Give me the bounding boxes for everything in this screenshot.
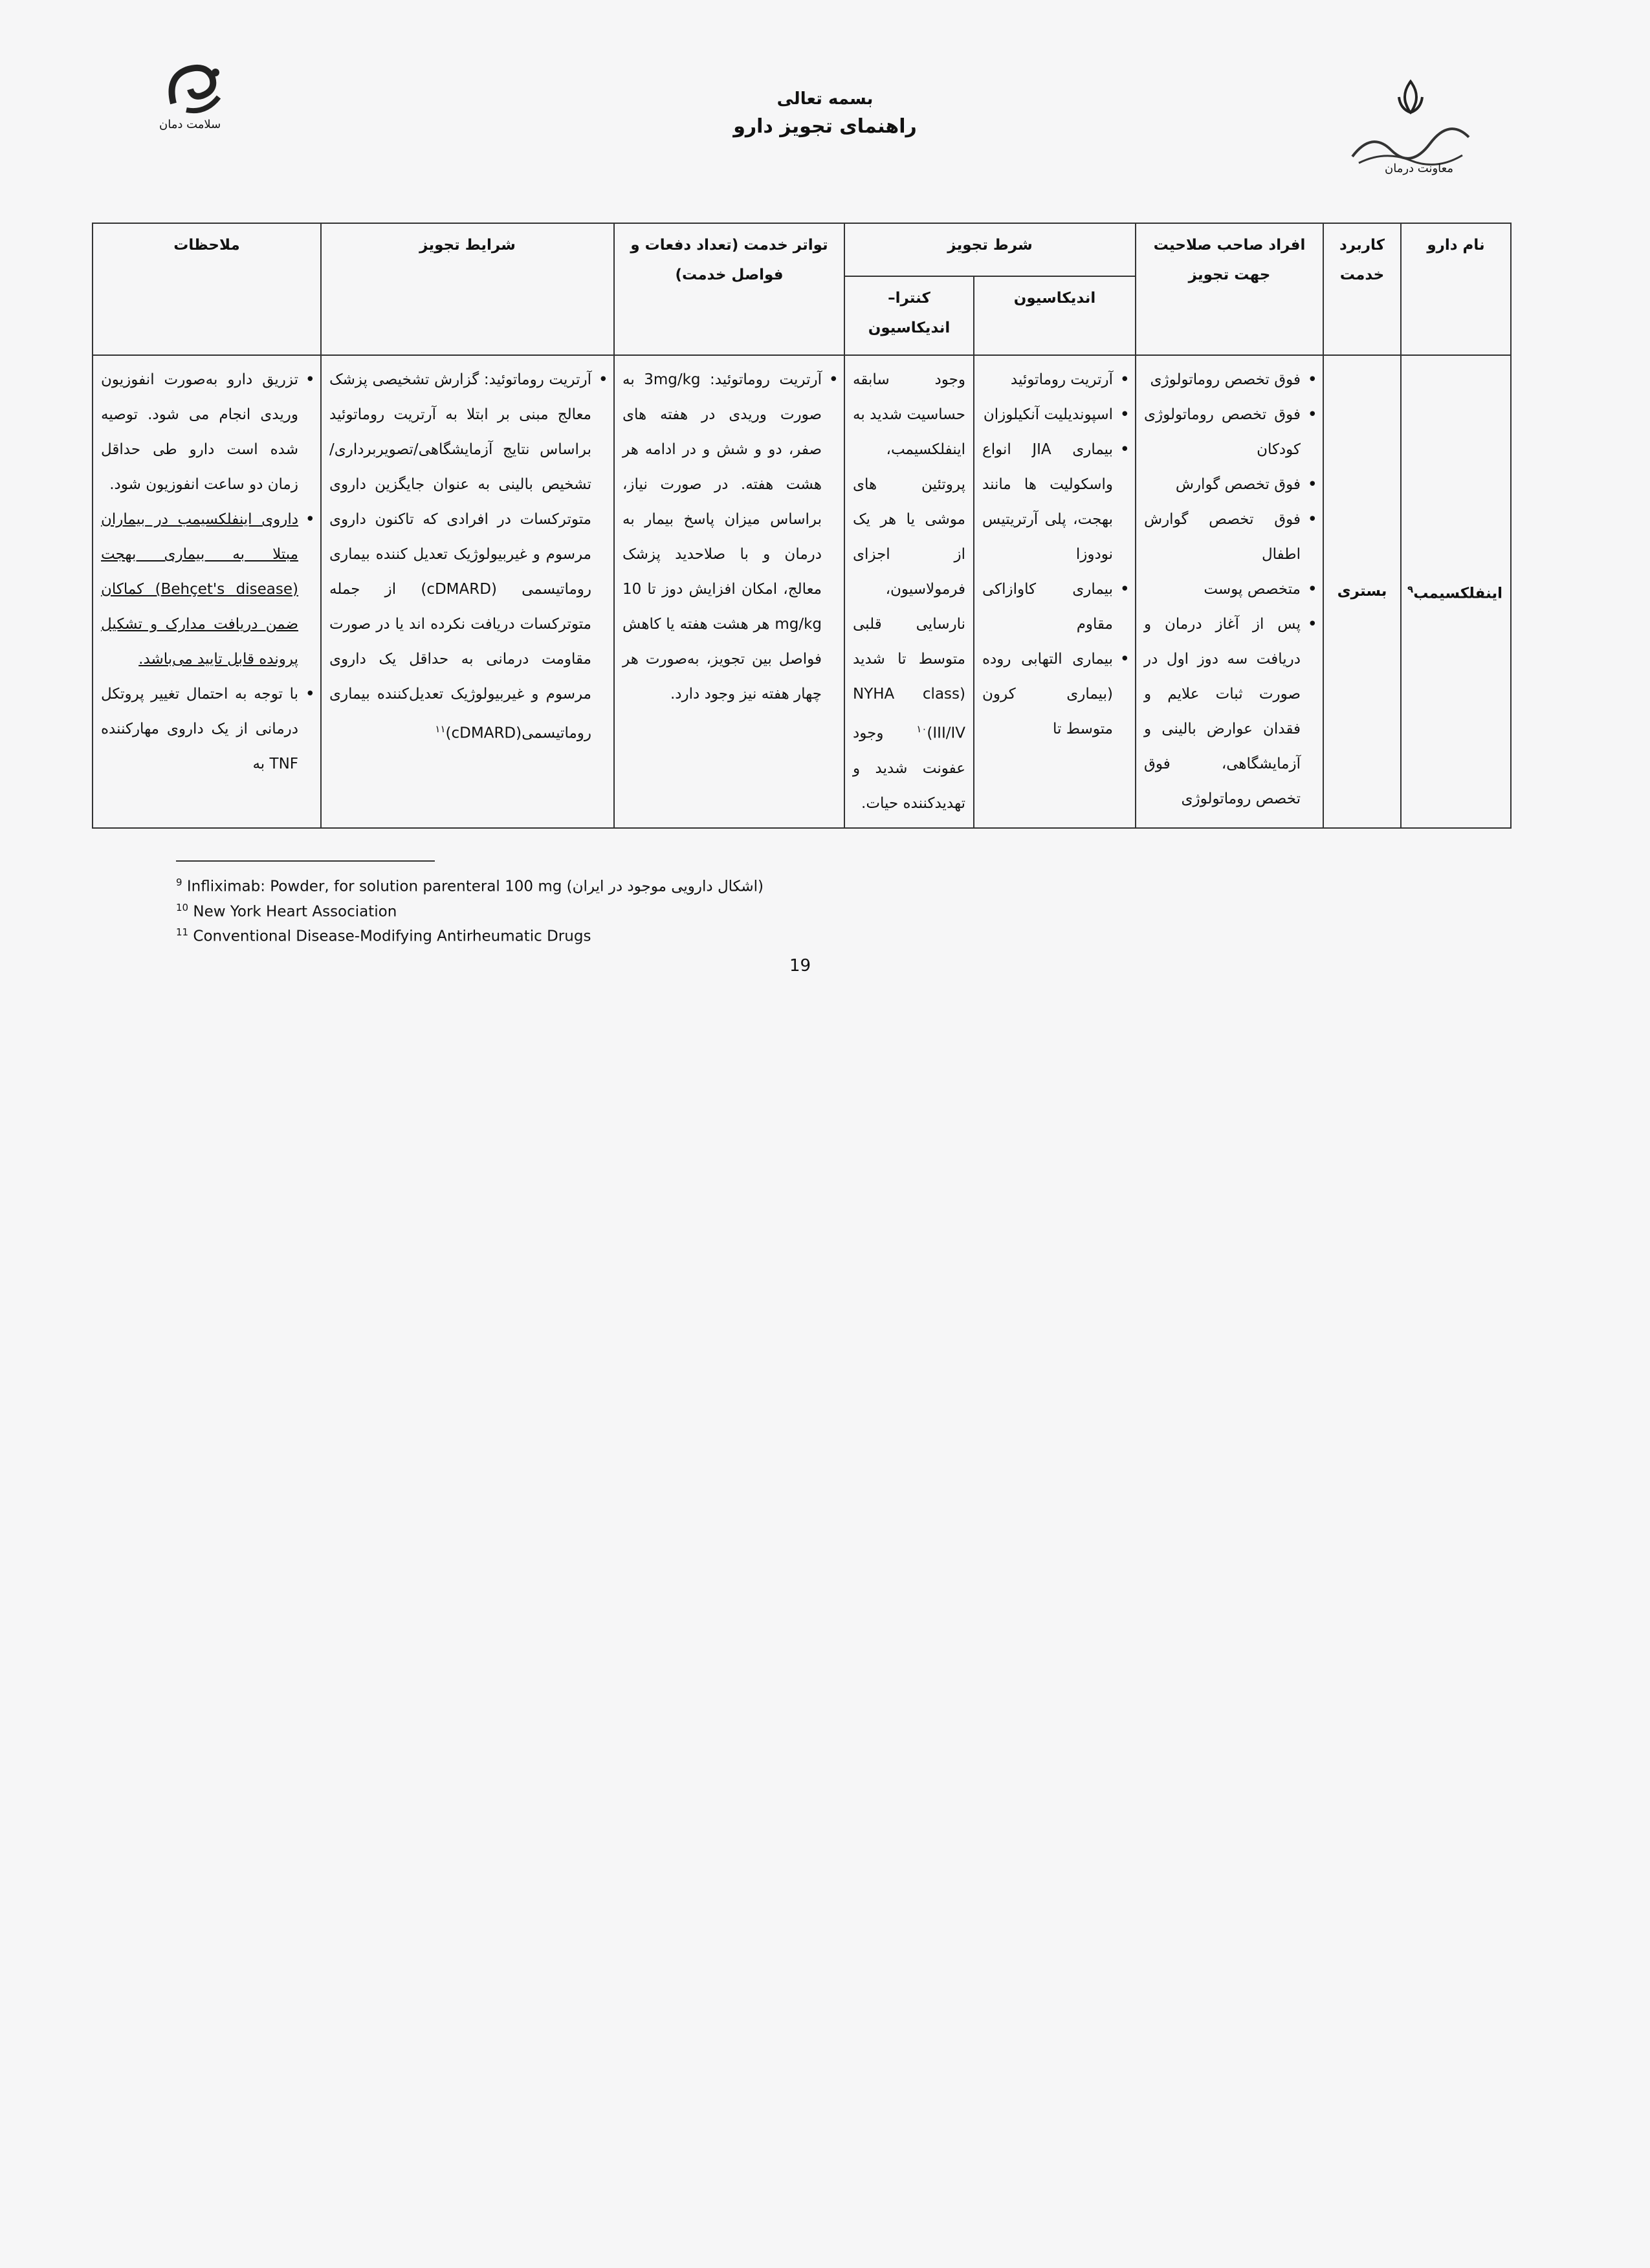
terms-item xyxy=(329,362,594,751)
terms-text: آرتریت روماتوئید: گزارش تشخیصی پزشک معالج مبنی بر ابتلا به آرتریت روماتوئید براساس نتایج آزمایشگاهی/تصویربرداری/تشخیص بالینی به عنوان جایگزین داروی متوترکسات در افرادی که تاکنون داروی مرسوم و غیربیولوژیک تعدیل کننده بیماری روماتیسمی (cDMARD) از جمله متوترکسات دریافت نکرده اند یا در صورت مقاومت درمانی به حداقل یک داروی مرسوم و غیربیولوژیک تعدیل‌کننده بیماری روماتیسمی(cDMARD) xyxy=(329,371,592,742)
drug-footnote-ref: ۹ xyxy=(1407,583,1414,595)
notes-cell xyxy=(93,355,321,828)
header-frequency: تواتر خدمت (تعداد دفعات و فواصل خدمت) xyxy=(614,223,844,355)
header-prescription-terms: شرایط تجویز xyxy=(321,223,614,355)
header-drug-name: نام دارو xyxy=(1401,223,1511,355)
list-item: • پس از آغاز درمان و دریافت سه دوز اول در صورت ثبات علایم و فقدان عوارض بالینی و آزمایشگاهی، فوق تخصص روماتولوژی xyxy=(1144,607,1303,816)
header-notes: ملاحظات xyxy=(93,223,321,355)
contraindication-text: وجود سابقه حساسیت شدید به اینفلکسیمب، پروتئین های موشی یا هر یک از اجزای فرمولاسیون، نارسایی قلبی متوسط تا شدید (NYHA class III/IV) xyxy=(853,371,965,742)
emblem-icon xyxy=(1391,78,1430,116)
list-item: • متخصص پوست xyxy=(1144,572,1303,607)
list-item: • بیماری کاوازاکی مقاوم xyxy=(982,572,1116,642)
list-item: • اسپوندیلیت آنکیلوزان xyxy=(982,397,1116,432)
footnote-number: 9 xyxy=(176,877,182,888)
ministry-logo-caption: معاونت درمان xyxy=(1385,162,1453,175)
list-item: • فوق تخصص گوارش اطفال xyxy=(1144,502,1303,572)
list-item: • بیماری JIA انواع واسکولیت ها مانند بهجت، پلی آرتریتیس نودوزا xyxy=(982,432,1116,572)
header-prescription-condition: شرط تجویز xyxy=(844,223,1136,276)
footnote-number: 11 xyxy=(176,926,189,939)
contraindication-cell xyxy=(844,355,974,828)
frequency-cell xyxy=(614,355,844,828)
drug-name: اینفلکسیمب xyxy=(1413,585,1502,602)
indication-cell xyxy=(974,355,1136,828)
list-item: • بیماری التهابی روده (بیماری کرون متوسط تا xyxy=(982,642,1116,747)
health-logo-mark xyxy=(148,58,245,116)
list-item: • با توجه به احتمال تغییر پروتکل درمانی از یک داروی مهارکننده TNF به xyxy=(101,677,301,781)
prescribers-cell xyxy=(1136,355,1323,828)
service-usage-cell: بستری xyxy=(1323,355,1401,828)
header-contraindication: کنترا– اندیکاسیون xyxy=(844,276,974,355)
drug-prescription-table xyxy=(92,223,1512,829)
frequency-text: • آرتریت روماتوئید: 3mg/kg به صورت وریدی در هفته های صفر، دو و شش و در ادامه هر هشت هفته. در صورت نیاز، براساس میزان پاسخ بیمار به درمان و با صلاحدید پزشک معالج، امکان افزایش دوز تا 10 mg/kg هر هشت هفته یا کاهش فواصل بین تجویز، به‌صورت هر چهار هفته نیز وجود دارد. xyxy=(622,362,824,712)
list-item: • تزریق دارو به‌صورت انفوزیون وریدی انجام می شود. توصیه شده است دارو طی حداقل زمان دو ساعت انفوزیون شود. xyxy=(101,362,301,502)
list-item: • فوق تخصص روماتولوژی xyxy=(1144,362,1303,397)
footnote xyxy=(176,922,764,947)
footnote-text: Infliximab: Powder, for solution parenteral 100 mg (اشکال دارویی موجود در ایران) xyxy=(186,878,764,895)
contraindication-footnote-ref: ۱۰ xyxy=(916,723,927,735)
footnotes xyxy=(176,872,764,947)
header-authorized-prescribers: افراد صاحب صلاحیت جهت تجویز xyxy=(1136,223,1323,355)
footnote-divider xyxy=(176,860,435,862)
page-title: راهنمای تجویز دارو xyxy=(733,115,917,138)
health-logo-caption: سلامت دمان xyxy=(159,118,221,131)
footnote xyxy=(176,897,764,922)
terms-cell xyxy=(321,355,614,828)
footnote-text: Conventional Disease-Modifying Antirheumatic Drugs xyxy=(193,928,591,945)
bismillah-heading: بسمه تعالی xyxy=(776,89,874,109)
page-number: 19 xyxy=(789,956,811,976)
header-service-usage: کاربرد خدمت xyxy=(1323,223,1401,355)
table-row xyxy=(93,355,1511,828)
list-item: • آرتریت روماتوئید xyxy=(982,362,1116,397)
footnote-text: New York Heart Association xyxy=(193,903,397,921)
footnote-number: 10 xyxy=(176,901,189,913)
terms-footnote-ref: ۱۱ xyxy=(435,723,446,735)
contraindication-tail: وجود عفونت شدید و تهدیدکننده حیات. xyxy=(853,725,965,812)
list-item: • فوق تخصص روماتولوژی کودکان xyxy=(1144,397,1303,467)
list-item: • فوق تخصص گوارش xyxy=(1144,467,1303,502)
drug-name-cell xyxy=(1401,355,1511,828)
health-logo xyxy=(148,58,245,136)
ministry-logo xyxy=(1346,78,1475,175)
footnote xyxy=(176,872,764,897)
list-item: • داروی اینفلکسیمب در بیماران مبتلا به بیماری بهجت (Behçet's disease) کماکان ضمن دریافت مدارک و تشکیل پرونده قابل تایید می‌باشد. xyxy=(101,502,301,677)
header-indication: اندیکاسیون xyxy=(974,276,1136,355)
